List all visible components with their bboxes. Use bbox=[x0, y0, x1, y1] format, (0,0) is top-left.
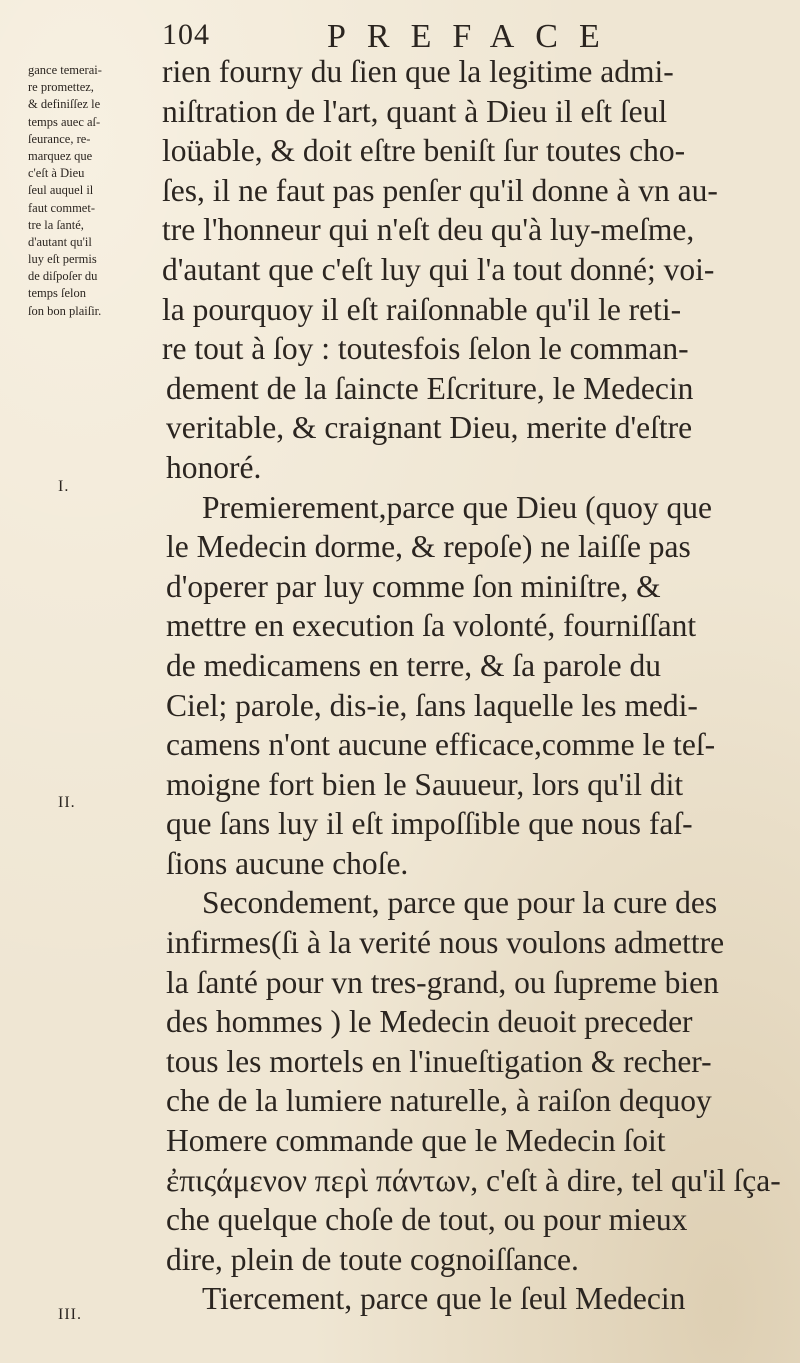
text-line: d'operer par luy comme ſon miniſtre, & bbox=[166, 568, 661, 604]
text-line: rien fourny du ſien que la legitime admi- bbox=[162, 54, 674, 89]
text-line: ſes, il ne faut pas penſer qu'il donne à vn au- bbox=[162, 172, 718, 208]
text-line: dement de la ſaincte Eſcriture, le Medecin bbox=[166, 370, 694, 406]
margin-note-line: tre la ſanté, bbox=[28, 217, 84, 232]
margin-note-line: faut commet- bbox=[28, 200, 95, 215]
text-line: re tout à ſoy : toutesfois ſelon le comman- bbox=[162, 331, 689, 367]
text-line: d'autant que c'eſt luy qui l'a tout donné; voi- bbox=[162, 251, 715, 287]
text-line: niſtration de l'art, quant à Dieu il eſt ſeul bbox=[162, 93, 668, 129]
margin-note-line: c'eſt à Dieu bbox=[28, 166, 85, 181]
margin-note-line: marquez que bbox=[28, 148, 93, 163]
margin-note-line: ſeurance, re- bbox=[28, 131, 91, 146]
page-number: 104 bbox=[162, 18, 210, 51]
paragraph-number: III. bbox=[58, 1306, 82, 1323]
margin-note-line: de diſpoſer du bbox=[28, 269, 98, 284]
text-line: che de la lumiere naturelle, à raiſon dequoy bbox=[166, 1083, 712, 1119]
text-line: tous les mortels en l'inueſtigation & recher- bbox=[166, 1043, 712, 1079]
text-line: honoré. bbox=[166, 449, 262, 485]
text-line: le Medecin dorme, & repoſe) ne laiſſe pas bbox=[166, 529, 691, 565]
text-line: la pourquoy il eſt raiſonnable qu'il le reti- bbox=[162, 291, 682, 327]
text-line: ſions aucune choſe. bbox=[166, 845, 409, 881]
text-line: mettre en execution ſa volonté, fourniſſant bbox=[166, 608, 697, 644]
text-line: des hommes ) le Medecin deuoit preceder bbox=[166, 1004, 693, 1040]
text-line: Ciel; parole, dis-ie, ſans laquelle les medi- bbox=[166, 687, 698, 723]
paragraph-number: II. bbox=[58, 794, 76, 811]
margin-note-line: luy eſt permis bbox=[28, 252, 97, 267]
margin-note bbox=[28, 62, 156, 320]
text-line: loüable, & doit eſtre beniſt ſur toutes cho- bbox=[162, 133, 686, 169]
text-line: Secondement, parce que pour la cure des bbox=[202, 885, 718, 921]
body-text bbox=[162, 52, 792, 1319]
margin-note-line: temps auec aſ- bbox=[28, 114, 101, 129]
margin-note-line: ſeul auquel il bbox=[28, 183, 94, 198]
margin-note-line: temps ſelon bbox=[28, 286, 86, 301]
text-line: que ſans luy il eſt impoſſible que nous faſ- bbox=[166, 806, 693, 842]
text-line: de medicamens en terre, & ſa parole du bbox=[166, 647, 662, 683]
text-line: tre l'honneur qui n'eſt deu qu'à luy-meſme, bbox=[162, 212, 695, 248]
margin-note-line: d'autant qu'il bbox=[28, 234, 92, 249]
text-line: che quelque choſe de tout, ou pour mieux bbox=[166, 1202, 688, 1238]
text-line: infirmes(ſi à la verité nous voulons admettre bbox=[166, 925, 725, 961]
running-title: PREFACE bbox=[327, 18, 621, 55]
text-line: veritable, & craignant Dieu, merite d'eſtre bbox=[166, 410, 693, 446]
text-line: Tiercement, parce que le ſeul Medecin bbox=[202, 1281, 686, 1317]
text-line: camens n'ont aucune efficace,comme le teſ- bbox=[166, 727, 716, 763]
margin-note-line: & definiſſez le bbox=[28, 97, 101, 112]
margin-note-line: gance temerai- bbox=[28, 63, 102, 77]
text-line: dire, plein de toute cognoiſſance. bbox=[166, 1241, 579, 1277]
margin-note-line: ſon bon plaiſir. bbox=[28, 303, 102, 318]
text-line: moigne fort bien le Sauueur, lors qu'il dit bbox=[166, 766, 684, 802]
text-line: Premierement,parce que Dieu (quoy que bbox=[202, 489, 712, 525]
text-line: la ſanté pour vn tres-grand, ou ſupreme bien bbox=[166, 964, 719, 1000]
text-line: Homere commande que le Medecin ſoit bbox=[166, 1123, 666, 1159]
paragraph-number: I. bbox=[58, 478, 70, 495]
text-line: ἐπιςάμενον περὶ πάντων, c'eſt à dire, tel qu'il ſça- bbox=[166, 1162, 781, 1198]
margin-note-line: re promettez, bbox=[28, 80, 94, 95]
